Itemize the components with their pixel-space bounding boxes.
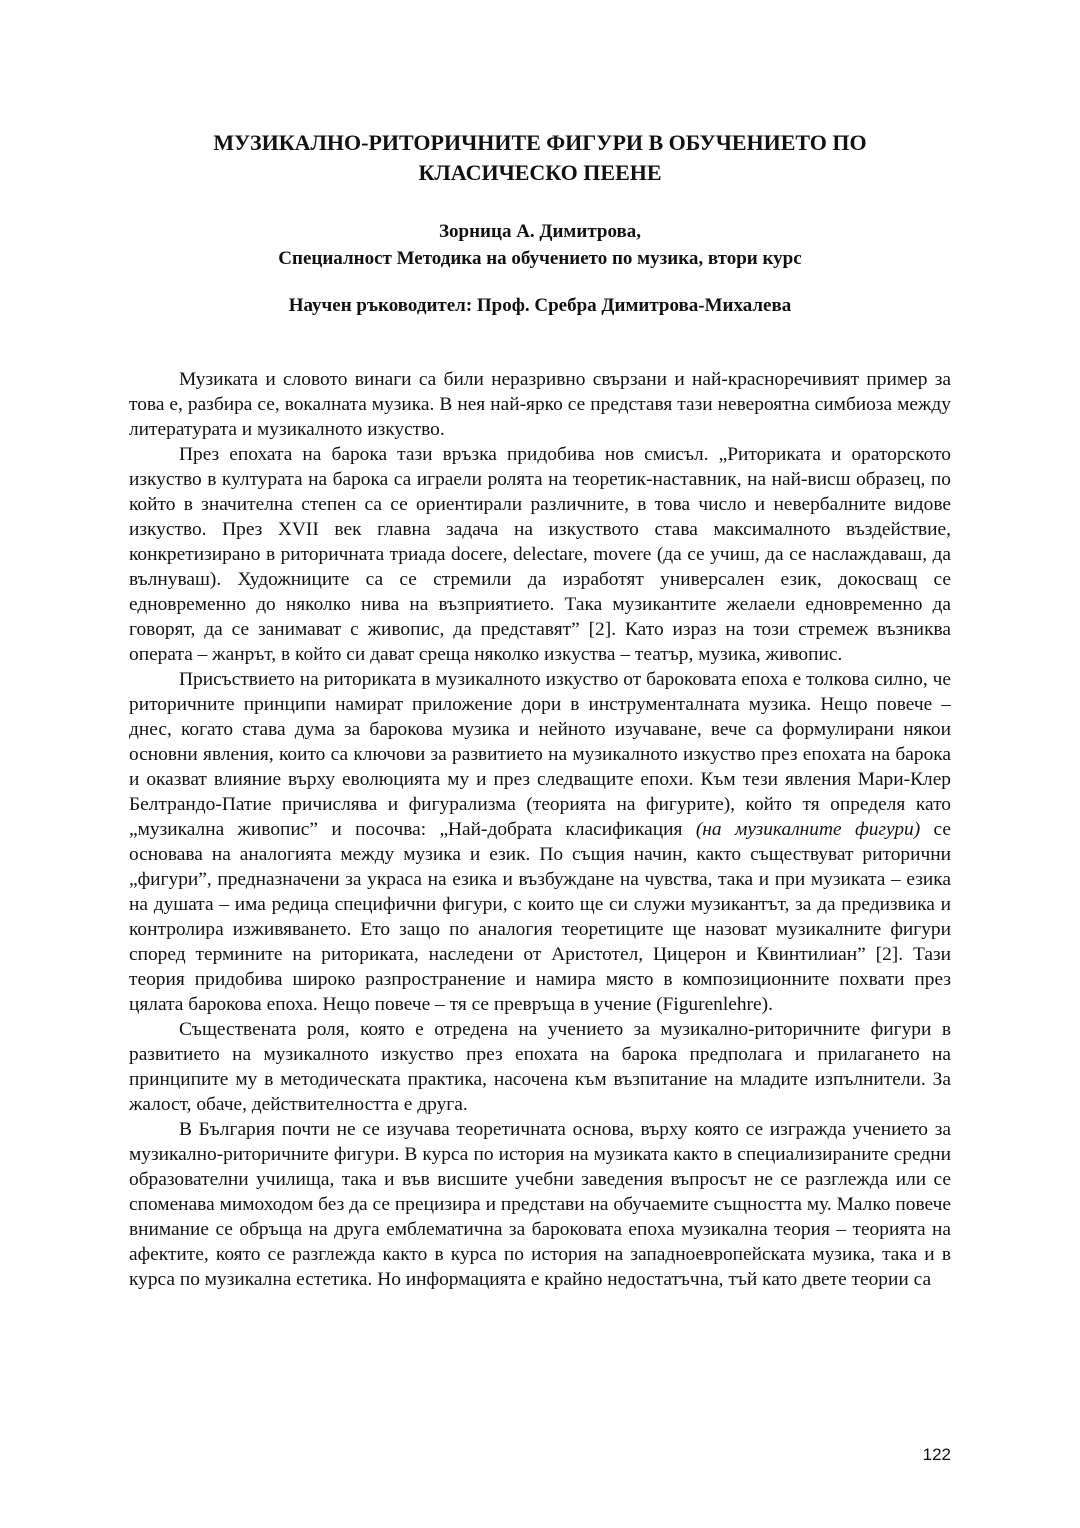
paragraph-2: През епохата на барока тази връзка придобива нов смисъл. „Риториката и ораторското изкуство в културата на барока са играели ролята на теоретик-наставник, на най-висш образец, по който в значителна степен са се ориентирали различните, в това число и невербалните видове изкуство. През XVII век главна задача на изкуството става максималното въздействие, конкретизирано в риторичната триада docere, delectare, movere (да се учиш, да се наслаждаваш, да вълнуваш). Художниците са се стремили да изработят универсален език, докосващ се едновременно до няколко нива на възприятието. Така музикантите желаели едновременно да говорят, да се занимават с живопис, да представят” [2]. Като израз на този стремеж възниква операта – жанрът, в който си дават среща няколко изкуства – театър, музика, живопис. bbox=[129, 444, 951, 665]
paragraph-3-italic-note: (на музикалните фигури) bbox=[695, 819, 921, 840]
body-text bbox=[129, 367, 951, 1292]
author-name: Зорница А. Димитрова, bbox=[439, 221, 641, 242]
author-specialty: Специалност Методика на обучението по музика, втори курс bbox=[278, 248, 802, 269]
paragraph-3-part-a: Присъствието на риториката в музикалното изкуство от бароковата епоха е толкова силно, че риторичните принципи намират приложение дори в инструменталната музика. Нещо повече – днес, когато става дума за барокова музика и нейното изучаване, вече са формулирани някои основни явления, които са ключови за развитието на музикалното изкуство през епохата на барока и оказват влияние върху еволюцията му и през следващите епохи. Към тези явления Мари-Клер Белтрандо-Патие причислява и фигурализма (теорията на фигурите), който тя определя като „музикална живопис” и посочва: „Най-добрата класификация bbox=[129, 669, 951, 840]
paragraph-5: В България почти не се изучава теоретичната основа, върху която се изгражда учението за музикално-риторичните фигури. В курса по история на музиката както в специализираните средни образователни училища, така и във висшите учебни заведения въпросът не се разглежда или се споменава мимоходом без да се прецизира и представи на обучаемите същността му. Малко повече внимание се обръща на друга емблематична за бароковата епоха музикална теория – теорията на афектите, която се разглежда както в курса по история на западноевропейската музика, така и в курса по музикална естетика. Но информацията е крайно недостатъчна, тъй като двете теории са bbox=[129, 1119, 951, 1290]
paragraph-3 bbox=[129, 667, 951, 1017]
paragraph-1: Музиката и словото винаги са били неразривно свързани и най-красноречивият пример за това е, разбира се, вокалната музика. В нея най-ярко се представя тази невероятна симбиоза между литературата и музикалното изкуство. bbox=[129, 369, 951, 440]
paper-title-line-1: МУЗИКАЛНО-РИТОРИЧНИТЕ ФИГУРИ В ОБУЧЕНИЕТО ПО bbox=[213, 130, 867, 155]
scientific-supervisor: Научен ръководител: Проф. Сребра Димитрова-Михалева bbox=[288, 295, 792, 316]
paragraph-4: Съществената роля, която е отредена на учението за музикално-риторичните фигури в развитието на музикалното изкуство през епохата на барока предполага и прилагането на принципите му в методическата практика, насочена към възпитание на младите изпълнители. За жалост, обаче, действителността е друга. bbox=[129, 1019, 951, 1115]
paper-title-line-2: КЛАСИЧЕСКО ПЕЕНЕ bbox=[418, 160, 662, 185]
paper-title bbox=[128, 128, 952, 188]
page-number: 122 bbox=[922, 1445, 951, 1464]
paragraph-3-part-b: се основава на аналогията между музика и език. По същия начин, както съществуват риторични „фигури”, предназначени за украса на езика и възбуждане на чувства, така и при музиката – езика на душата – има редица специфични фигури, с които ще си служи музикантът, за да предизвика и контролира изживяването. Ето защо по аналогия теоретиците ще назоват музикалните фигури според термините на риториката, наследени от Аристотел, Цицерон и Квинтилиан” [2]. Тази теория придобива широко разпространение и намира място в композиционните похвати през цялата барокова епоха. Нещо повече – тя се превръща в учение (Figurenlehre). bbox=[129, 819, 951, 1015]
author-block bbox=[128, 218, 952, 272]
